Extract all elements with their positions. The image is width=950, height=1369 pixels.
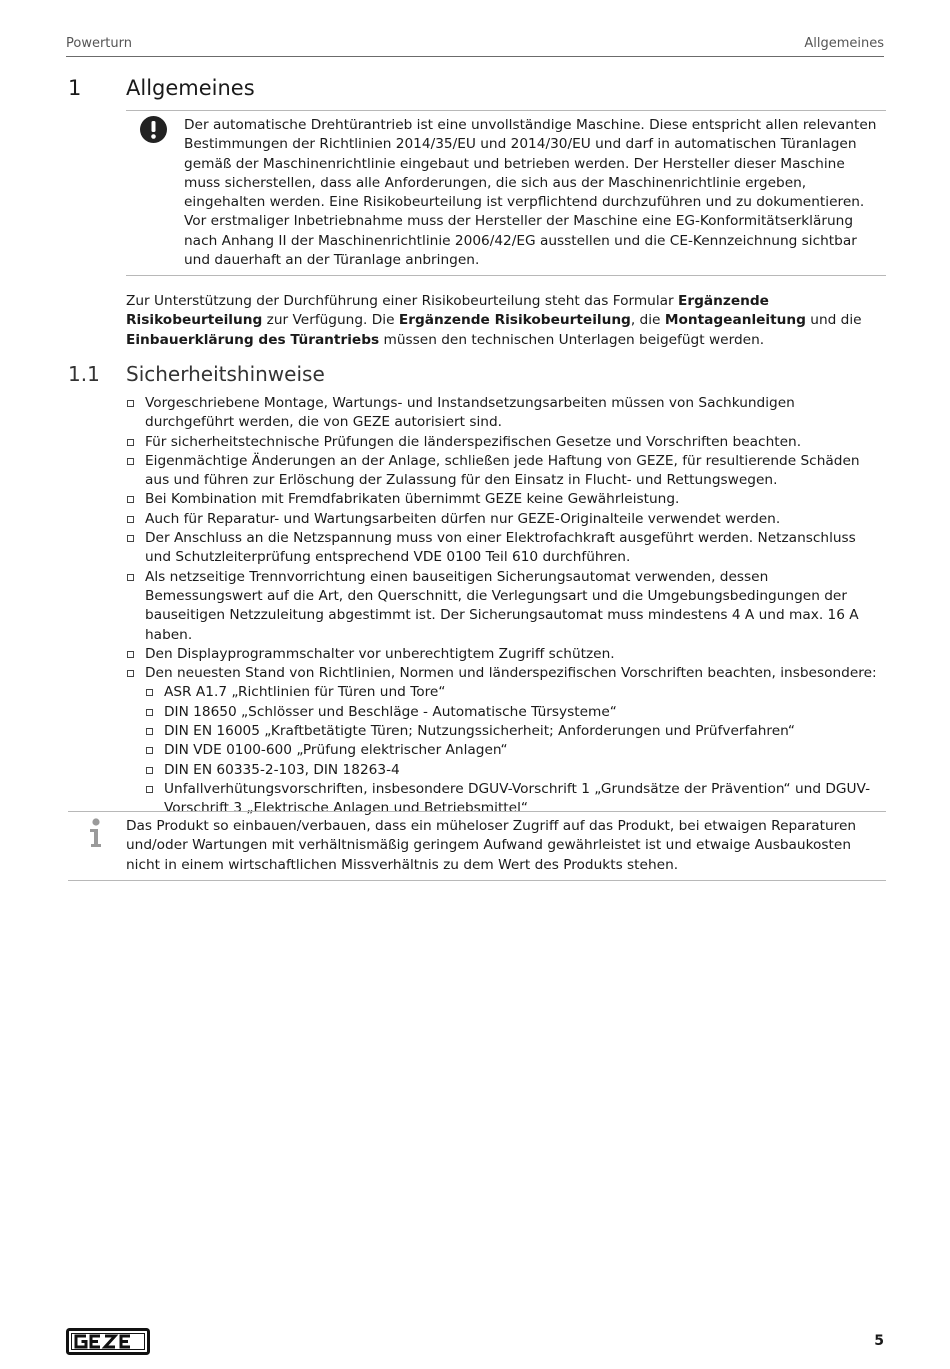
intro-paragraph: [126, 292, 866, 350]
info-text: Das Produkt so einbauen/verbauen, dass ein müheloser Zugriff auf das Produkt, bei etwaigen Reparaturen und/oder Wartungen mit verhältnismäßig geringem Aufwand gewährleistet ist und etwaige Ausbaukosten nicht in einem wirtschaftlichen Missverhältnis zu dem Wert des Produkts stehen.: [126, 818, 857, 873]
subsection-title: Sicherheitshinweise: [126, 362, 325, 386]
list-item: Bei Kombination mit Fremdfabrikaten übernimmt GEZE keine Gewährleistung.: [126, 490, 886, 509]
list-item: Eigenmächtige Änderungen an der Anlage, schließen jede Haftung von GEZE, für resultierende Schäden aus und führen zur Erlöschung der Zulassung für den Einsatz in Flucht- und Rettungswegen.: [126, 452, 886, 491]
warning-box: [126, 110, 886, 276]
section-title: Allgemeines: [126, 76, 255, 100]
warning-text: Der automatische Drehtürantrieb ist eine unvollständige Maschine. Diese entspricht allen relevanten Bestimmungen der Richtlinien 2014/35/EU und 2014/30/EU und darf in automatischen Türanlagen gemäß der Maschinenrichtlinie eingebaut und betrieben werden. Der Hersteller dieser Maschine muss sicherstellen, dass alle Anforderungen, die sich aus der Maschinenrichtlinie ergeben, eingehalten werden. Eine Risikobeurteilung ist verpflichtend durchzuführen und zu dokumentieren. Vor erstmaliger Inbetriebnahme muss der Hersteller der Maschine eine EG-Konformitätserklärung nach Anhang II der Maschinenrichtlinie 2006/42/EG ausstellen und die CE-Kennzeichnung sichtbar und dauerhaft an der Türanlage anbringen.: [184, 117, 877, 269]
page-number: 5: [874, 1333, 884, 1349]
sublist-item: DIN VDE 0100-600 „Prüfung elektrischer Anlagen“: [145, 741, 886, 760]
sublist-item: ASR A1.7 „Richtlinien für Türen und Tore“: [145, 683, 886, 702]
para-text: und die: [805, 312, 862, 329]
sublist-item: DIN EN 16005 „Kraftbetätigte Türen; Nutzungssicherheit; Anforderungen und Prüfverfahren“: [145, 722, 886, 741]
para-text: , die: [630, 312, 665, 329]
exclamation-circle-icon: [140, 116, 167, 143]
sublist-item: DIN 18650 „Schlösser und Beschläge - Automatische Türsysteme“: [145, 703, 886, 722]
page-header: [66, 36, 884, 57]
para-text: Zur Unterstützung der Durchführung einer Risikobeurteilung steht das Formular: [126, 293, 679, 309]
info-box: [68, 811, 886, 881]
sublist-item: Unfallverhütungsvorschriften, insbesondere DGUV-Vorschrift 1 „Grundsätze der Prävention“ und DGUV-Vorschrift 3 „Elektrische Anlagen und Betriebsmittel“: [145, 780, 886, 819]
section-number: 1: [68, 76, 82, 100]
para-bold: Einbauerklärung des Türantriebs: [126, 331, 380, 348]
header-chapter: Allgemeines: [804, 36, 884, 51]
info-i-icon: [88, 818, 104, 848]
subsection-number: 1.1: [68, 362, 100, 386]
list-item: Der Anschluss an die Netzspannung muss von einer Elektrofachkraft ausgeführt werden. Netzanschluss und Schutzleiterprüfung entsprechend VDE 0100 Teil 610 durchführen.: [126, 529, 886, 568]
list-item-with-sublist: [126, 664, 886, 818]
para-text: müssen den technischen Unterlagen beigefügt werden.: [379, 331, 765, 348]
header-product: Powerturn: [66, 36, 132, 51]
para-bold: Ergänzende Risikobeurteilung: [398, 312, 631, 329]
list-item: Für sicherheitstechnische Prüfungen die länderspezifischen Gesetze und Vorschriften beachten.: [126, 433, 886, 452]
geze-logo-icon: [66, 1328, 150, 1355]
safety-list: [126, 394, 886, 819]
para-bold: Ergänzende Risikobeurteilung: [126, 293, 769, 329]
list-item-text: Den neuesten Stand von Richtlinien, Normen und länderspezifischen Vorschriften beachten, insbesondere:: [145, 665, 877, 682]
list-item: Vorgeschriebene Montage, Wartungs- und Instandsetzungsarbeiten müssen von Sachkundigen durchgeführt werden, die von GEZE autorisiert sind.: [126, 394, 886, 433]
para-bold: Montageanleitung: [664, 312, 806, 329]
para-text: zur Verfügung. Die: [262, 312, 399, 329]
list-item: Als netzseitige Trennvorrichtung einen bauseitigen Sicherungsautomat verwenden, dessen Bemessungswert auf die Art, den Querschnitt, die Verlegungsart und die Umgebungsbedingungen der bauseitigen Netzzuleitung abgestimmt ist. Der Sicherungsautomat muss mindestens 4 A und max. 16 A haben.: [126, 568, 886, 645]
sublist-item: DIN EN 60335-2-103, DIN 18263-4: [145, 761, 886, 780]
list-item: Den Displayprogrammschalter vor unberechtigtem Zugriff schützen.: [126, 645, 886, 664]
list-item: Auch für Reparatur- und Wartungsarbeiten dürfen nur GEZE-Originalteile verwendet werden.: [126, 510, 886, 529]
standards-sublist: [145, 683, 886, 818]
